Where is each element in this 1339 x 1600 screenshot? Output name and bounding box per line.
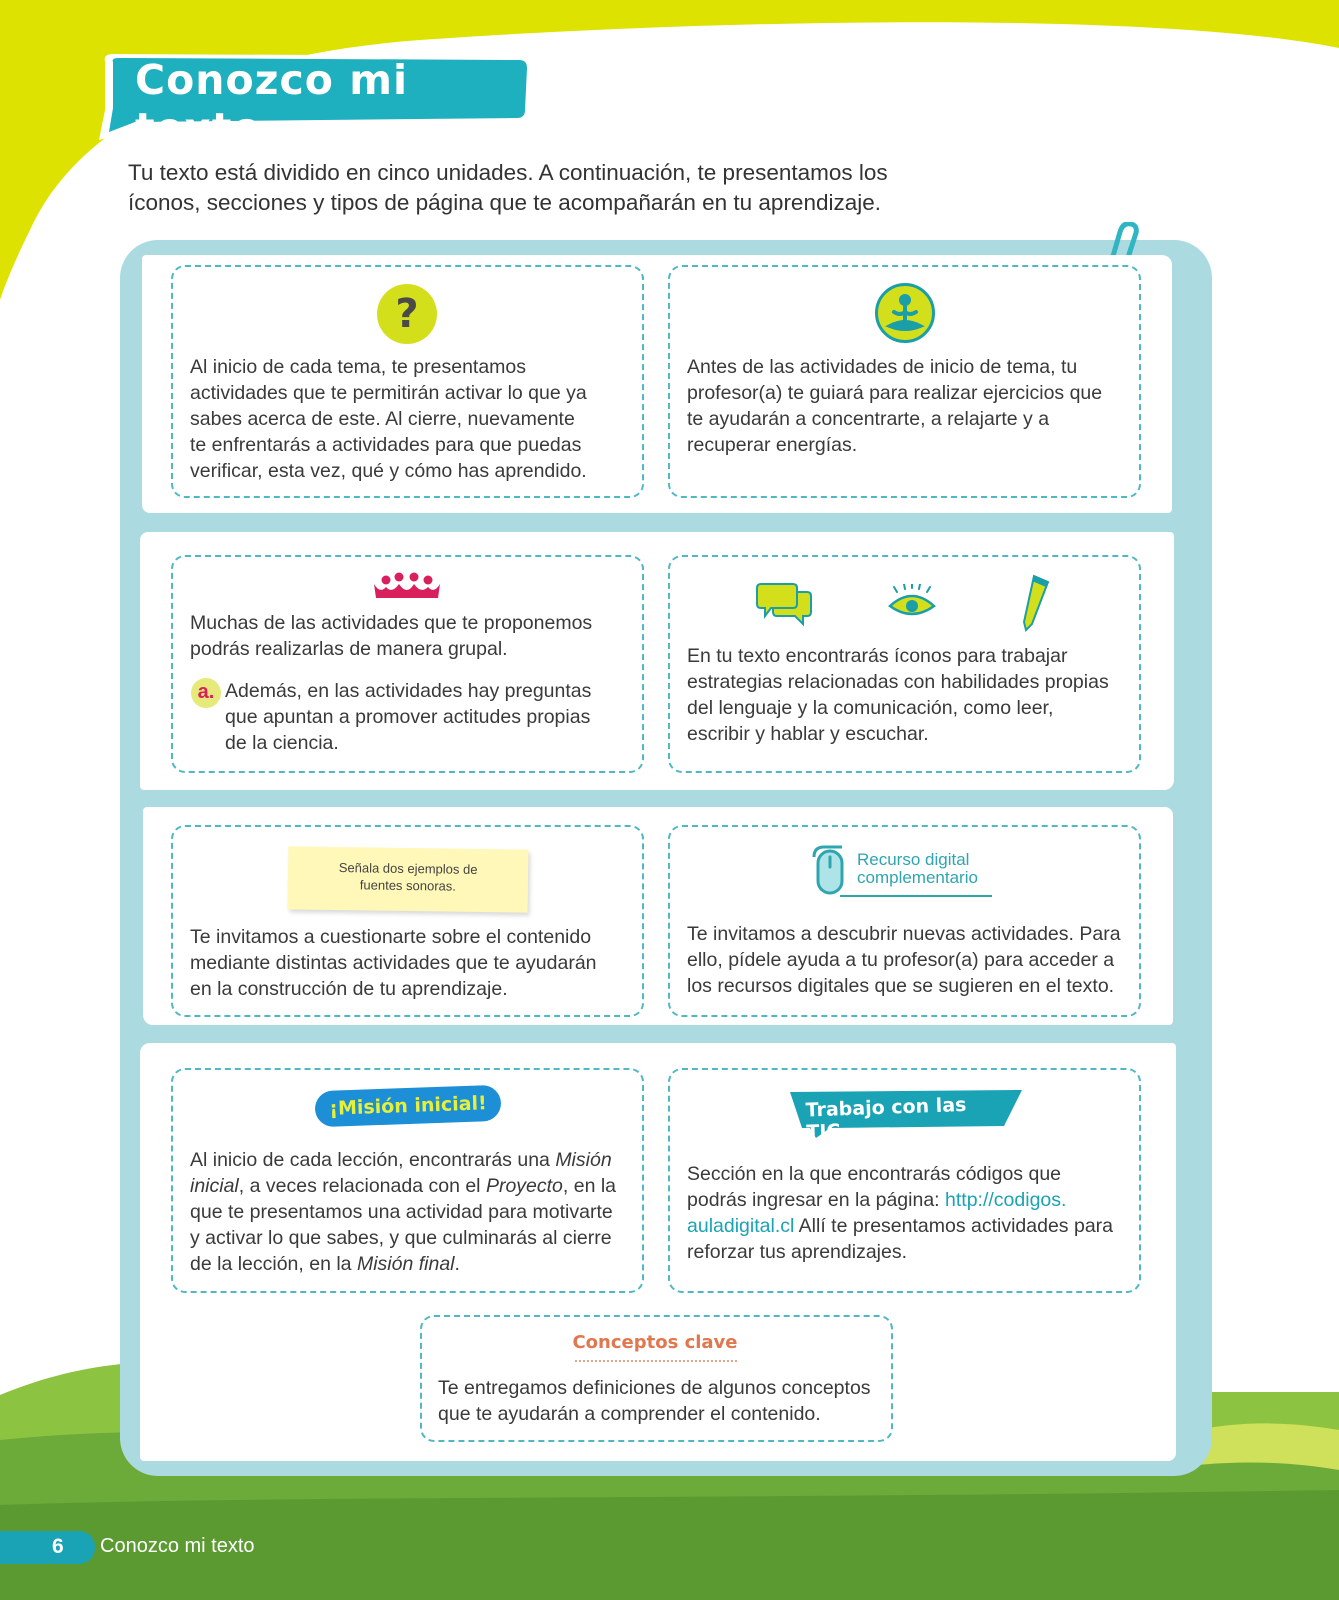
text-line: Al inicio de cada tema, te presentamos [190,356,527,378]
footer-label: Conozco mi texto [100,1535,255,1557]
text-line: Al inicio de cada lección, encontrarás una Misión [190,1149,612,1171]
example-badge: a. [191,678,221,708]
digital-resource-label [857,851,1037,887]
tic-banner-label: Trabajo con las TIC [805,1093,967,1144]
pencil-icon [1016,572,1056,634]
text-line: que te presentamos una actividad para motivarte [190,1201,613,1223]
text-line: que apuntan a promover actitudes propias [225,706,591,728]
group-icon [372,570,442,600]
card-concepts-text [438,1375,888,1427]
text-line: actividades que te permitirán activar lo que ya [190,382,587,404]
speech-bubbles-icon [755,582,815,627]
text-line: de la lección, en la Misión final. [190,1253,460,1275]
text-line: reforzar tus aprendizajes. [687,1241,908,1263]
card-questions-text [190,924,635,1002]
footer-bar [0,1531,95,1564]
text-line: escribir y hablar y escuchar. [687,723,929,745]
text-line: recuperar energías. [687,434,858,456]
text-line: Te invitamos a descubrir nuevas actividades. Para [687,923,1121,945]
card-activation-text [190,354,630,484]
question-icon: ? [377,284,437,344]
mouse-icon [806,843,852,899]
sticky-line: Señala dos ejemplos de [338,860,478,877]
text-line: Sección en la que encontrarás códigos que [687,1163,1062,1185]
eye-icon [887,584,937,624]
text-line: te enfrentarás a actividades para que puedas [190,434,582,456]
key-concepts-title: Conceptos clave [572,1332,738,1353]
text-line: En tu texto encontrarás íconos para trabajar [687,645,1068,667]
text-line: los recursos digitales que se sugieren en el texto. [687,975,1115,997]
intro-line: íconos, secciones y tipos de página que te acompañarán en tu aprendizaje. [128,190,882,215]
intro-line: Tu texto está dividido en cinco unidades. A continuación, te presentamos los [128,160,888,185]
label-line: complementario [857,868,978,887]
text-line: profesor(a) te guiará para realizar ejercicios que [687,382,1103,404]
text-line: podrás realizarlas de manera grupal. [190,638,508,660]
sticky-note [288,846,529,912]
text-line: mediante distintas actividades que te ayudarán [190,952,597,974]
text-line: del lenguaje y la comunicación, como leer, [687,697,1054,719]
meditation-icon [875,283,935,343]
text-line: te ayudarán a concentrarte, a relajarte y a [687,408,1050,430]
text-line: que te ayudarán a comprender el contenido. [438,1403,821,1425]
codigos-link[interactable]: http://codigos. [945,1189,1067,1211]
text-line: Además, en las actividades hay preguntas [225,680,592,702]
card-tic-text [687,1161,1137,1265]
card-mission-text [190,1147,635,1277]
card-group-text [190,610,630,662]
text-line: Antes de las actividades de inicio de tema, tu [687,356,1078,378]
card-strategies-text [687,643,1132,747]
page-number: 6 [52,1535,64,1558]
text-line: sabes acerca de este. Al cierre, nuevamente [190,408,575,430]
text-line: estrategias relacionadas con habilidades propias [687,671,1109,693]
text-line: auladigital.cl Allí te presentamos actividades para [687,1215,1114,1237]
card-digital-text [687,921,1137,999]
text-line: ello, pídele ayuda a tu profesor(a) para acceder a [687,949,1115,971]
card-group-text-2 [225,678,635,756]
sticky-line: fuentes sonoras. [359,877,457,894]
text-line: de la ciencia. [225,732,339,754]
text-line: y activar lo que sabes, y que culminarás al cierre [190,1227,612,1249]
digital-resource-underline [840,895,992,897]
intro-paragraph [128,158,928,218]
text-line: Muchas de las actividades que te proponemos [190,612,593,634]
card-relax-text [687,354,1127,458]
auladigital-link[interactable]: auladigital.cl [687,1215,795,1237]
text-line: podrás ingresar en la página: http://codigos. [687,1189,1067,1211]
text-line: verificar, esta vez, qué y cómo has aprendido. [190,460,587,482]
text-line: inicial, a veces relacionada con el Proyecto, en la [190,1175,617,1197]
key-concepts-underline [575,1360,737,1362]
mission-badge: ¡Misión inicial! [314,1085,501,1127]
text-line: Te invitamos a cuestionarte sobre el contenido [190,926,592,948]
page-title: Conozco mi texto [135,56,408,152]
text-line: Te entregamos definiciones de algunos conceptos [438,1377,871,1399]
text-line: en la construcción de tu aprendizaje. [190,978,508,1000]
label-line: Recurso digital [857,850,970,869]
